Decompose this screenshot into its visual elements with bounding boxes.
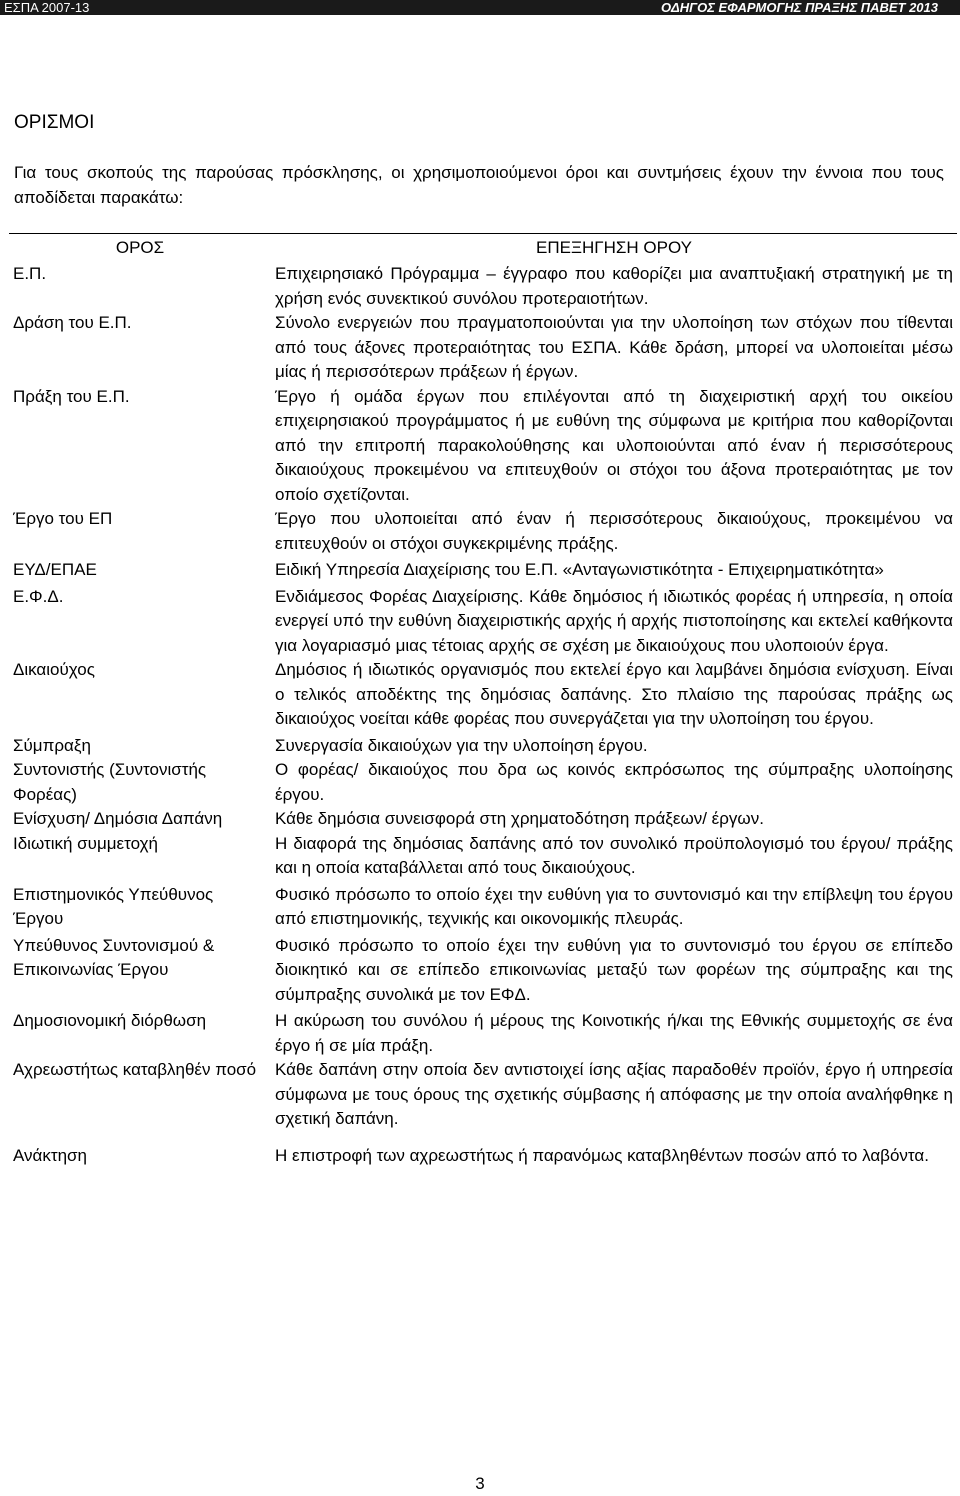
term-cell: Συντονιστής (Συντονιστής Φορέας) — [13, 760, 207, 804]
page-number: 3 — [475, 1474, 485, 1493]
table-row — [9, 262, 957, 311]
header-right-text: ΟΔΗΓΟΣ ΕΦΑΡΜΟΓΗΣ ΠΡΑΞΗΣ ΠΑΒΕΤ 2013 — [660, 0, 938, 15]
definition-cell: Ενδιάμεσος Φορέας Διαχείρισης. Κάθε δημόσιος ή ιδιωτικός φορέας ή υπηρεσία, η οποία ενεργεί υπό την ευθύνη διαχειριστικής αρχής ή αρχής πιστοποίησης και εκτελεί καθήκοντα για λογαριασμό μιας τέτοιας αρχής σε σχέση με δικαιούχους που υλοποιούν έργα. — [275, 586, 953, 655]
table-row — [9, 734, 957, 759]
table-row — [9, 658, 957, 734]
table-row — [9, 585, 957, 659]
definition-cell: Έργο που υλοποιείται από έναν ή περισσότερους δικαιούχους, προκειμένου να επιτευχθούν οι στόχοι συγκεκριμένης πράξης. — [275, 509, 953, 553]
table-row — [9, 807, 957, 832]
table-row — [9, 832, 957, 883]
term-cell: Ε.Π. — [13, 264, 47, 283]
table-row — [9, 385, 957, 508]
term-cell: ΕΥΔ/ΕΠΑΕ — [13, 560, 97, 579]
definition-cell: Έργο ή ομάδα έργων που επιλέγονται από τη διαχειριστική αρχή του οικείου επιχειρησιακού προγράμματος ή με ευθύνη της σύμφωνα με κριτήρια που καθορίζονται από την επιτροπή παρακολούθησης και υλοποιούνται από έναν ή περισσότερους δικαιούχους προκειμένου να επιτευχθούν οι στόχοι του άξονα προτεραιότητας με τον οποίο σχετίζονται. — [275, 386, 953, 504]
table-row — [9, 507, 957, 558]
term-cell: Σύμπραξη — [13, 735, 91, 755]
term-cell: Ε.Φ.Δ. — [13, 586, 64, 606]
definition-column-header: ΕΠΕΞΗΓΗΣΗ ΟΡΟΥ — [535, 238, 692, 257]
intro-paragraph: Για τους σκοπούς της παρούσας πρόσκλησης, οι χρησιμοποιούμενοι όροι και συντμήσεις έχουν την έννοια που τους αποδίδεται παρακάτω: — [14, 163, 944, 207]
term-cell: Δικαιούχος — [13, 660, 95, 679]
definition-cell: Η ακύρωση του συνόλου ή μέρους της Κοινοτικής ή/και της Εθνικής συμμετοχής σε ένα έργο ή σε μία πράξη. — [275, 1011, 953, 1055]
term-cell: Έργο του ΕΠ — [13, 509, 113, 528]
definition-cell: Συνεργασία δικαιούχων για την υλοποίηση έργου. — [275, 735, 648, 755]
term-cell: Ανάκτηση — [13, 1145, 87, 1165]
section-title: ΟΡΙΣΜΟΙ — [14, 112, 95, 133]
definition-cell: Ειδική Υπηρεσία Διαχείρισης του Ε.Π. «Ανταγωνιστικότητα - Επιχειρηματικότητα» — [275, 560, 884, 579]
term-cell: Ιδιωτική συμμετοχή — [13, 833, 158, 853]
table-row — [9, 1009, 957, 1058]
term-cell: Δημοσιονομική διόρθωση — [13, 1011, 207, 1030]
term-cell: Πράξη του Ε.Π. — [13, 386, 130, 406]
definition-cell: Ο φορέας/ δικαιούχος που δρα ως κοινός εκπρόσωπος της σύμπραξης υλοποίησης έργου. — [275, 760, 953, 804]
definition-cell: Η επιστροφή των αχρεωστήτως ή παρανόμως καταβληθέντων ποσών από το λαβόντα. — [275, 1145, 929, 1165]
header-left-text: ΕΣΠΑ 2007-13 — [4, 0, 90, 15]
table-row — [9, 1058, 957, 1144]
definition-cell: Κάθε δημόσια συνεισφορά στη χρηματοδότηση πράξεων/ έργων. — [275, 809, 764, 828]
table-row — [9, 758, 957, 807]
table-header-row — [9, 234, 957, 263]
table-row — [9, 1144, 957, 1169]
definition-cell: Δημόσιος ή ιδιωτικός οργανισμός που εκτελεί έργο και λαμβάνει δημόσια ενίσχυση. Είναι ο τελικός αποδέκτης της δημόσιας δαπάνης. Στο πλαίσιο της παρούσας πράξης ως δικαιούχος νοείται κάθε φορέας που συνεργάζεται για την υλοποίηση του έργου. — [275, 660, 953, 728]
term-cell: Αχρεωστήτως καταβληθέν ποσό — [13, 1060, 257, 1079]
page-header — [0, 0, 960, 15]
table-row — [9, 311, 957, 385]
table-row — [9, 558, 957, 585]
definition-cell: Η διαφορά της δημόσιας δαπάνης από τον συνολικό προϋπολογισμό του έργου/ πράξης και η οποία καταβάλλεται από τους δικαιούχους. — [275, 833, 953, 877]
term-cell: Υπεύθυνος Συντονισμού & Επικοινωνίας Έργου — [13, 935, 215, 979]
table-row — [9, 934, 957, 1010]
term-cell: Επιστημονικός Υπεύθυνος Έργου — [13, 884, 214, 928]
term-column-header: ΟΡΟΣ — [115, 238, 165, 257]
definition-cell: Επιχειρησιακό Πρόγραμμα – έγγραφο που καθορίζει μια αναπτυξιακή στρατηγική με τη χρήση ενός συνεκτικού συνόλου προτεραιοτήτων. — [275, 264, 953, 308]
term-cell: Ενίσχυση/ Δημόσια Δαπάνη — [13, 809, 223, 828]
definition-cell: Σύνολο ενεργειών που πραγματοποιούνται για την υλοποίηση των στόχων που τίθενται από τους άξονες προτεραιότητας του ΕΣΠΑ. Κάθε δράση, μπορεί να υλοποιείται μέσω μίας ή περισσότερων πράξεων ή έργων. — [275, 313, 953, 381]
definition-cell: Φυσικό πρόσωπο το οποίο έχει την ευθύνη για το συντονισμό του έργου σε επίπεδο διοικητικό και σε επίπεδο επικοινωνίας μεταξύ των φορέων της σύμπραξης και της σύμπραξης συνολικά με τον ΕΦΔ. — [275, 935, 953, 1004]
table-row — [9, 883, 957, 934]
definition-cell: Φυσικό πρόσωπο το οποίο έχει την ευθύνη για το συντονισμό και την επίβλεψη του έργου από επιστημονικής, τεχνικής και οικονομικής πλευράς. — [275, 884, 953, 928]
definitions-table — [9, 233, 957, 1168]
definition-cell: Κάθε δαπάνη στην οποία δεν αντιστοιχεί ίσης αξίας παραδοθέν προϊόν, έργο ή υπηρεσία σύμφωνα με τους όρους της σχετικής σύμβασης ή απόφασης με την οποία αναλήφθηκε η σχετική δαπάνη. — [275, 1060, 953, 1128]
term-cell: Δράση του Ε.Π. — [13, 313, 132, 332]
